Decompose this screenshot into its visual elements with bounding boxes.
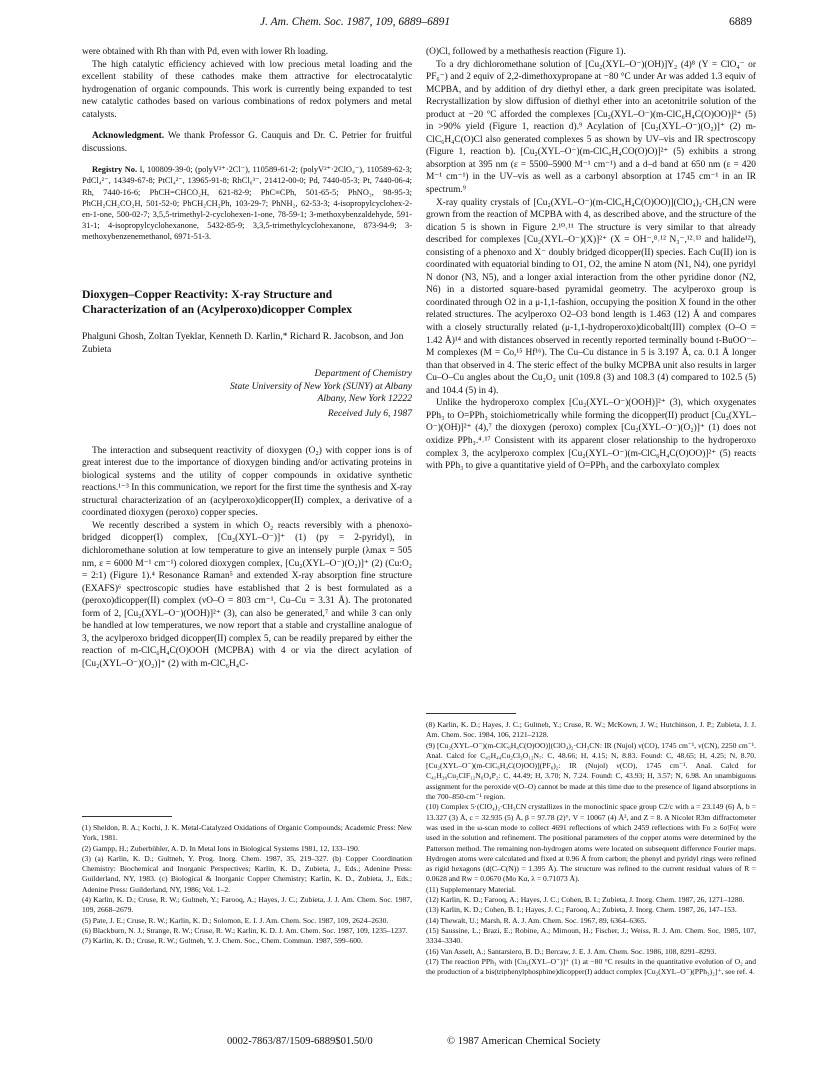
received-date: Received July 6, 1987 — [327, 408, 412, 419]
continuation-paragraph: were obtained with Rh than with Pd, even with lower Rh loading. — [82, 47, 329, 57]
footnote: (17) The reaction PPh₃ with [Cu₂(XYL–O⁻)]⁺ (1) at −80 °C results in the quantitative evolution of O₂ and the production of a bis(triphenylphosphine)dicopper(I) adduct complex [Cu₂(XYL–O⁻)(PPh₃)₂]⁺, see ref. 4. — [426, 956, 756, 977]
footnotes-right — [426, 713, 756, 977]
page-number: 6889 — [729, 16, 752, 28]
continuation-paragraph: The high catalytic efficiency achieved with low precious metal loading and the excellent stability of these cathodes make them attractive for electrocatalytic hydrogenation of organic compounds. This work is currently being expanded to test new catalytic cathodes based on various combinations of redox polymers and metal catalysts. — [82, 59, 412, 120]
left-column — [82, 46, 412, 670]
copyright-notice: © 1987 American Chemical Society — [447, 1036, 601, 1047]
footnote: (13) Karlin, K. D.; Cohen, B. I.; Hayes, J. C.; Farooq, A.; Zubieta, J. Inorg. Chem. 1987, 26, 147–153. — [426, 905, 737, 915]
footnote: (6) Blackburn, N. J.; Strange, R. W.; Cruse, R. W.; Karlin, K. D. J. Am. Chem. Soc. 1987, 109, 1235–1237. — [82, 925, 408, 935]
body-paragraph: The interaction and subsequent reactivity of dioxygen (O₂) with copper ions is of great interest due to the importance of dioxygen binding and/or activating proteins in biological systems and the utility of copper compounds in oxidative synthetic reactions.¹⁻³ In this communication, we report for the first time the synthesis and X-ray structural characterization of an (acylperoxo)dicopper(II) complex, a derivative of a coordinated dioxygen (peroxo) copper species. — [82, 445, 412, 519]
article-code: 0002-7863/87/1509-6889$01.50/0 — [227, 1036, 373, 1047]
footnotes-left — [82, 816, 412, 947]
footnote-rule — [426, 713, 516, 714]
article-affiliation — [82, 368, 412, 420]
footnote: (16) Van Asselt, A.; Santarsiero, B. D.; Bercaw, J. E. J. Am. Chem. Soc. 1986, 108, 8291–8293. — [426, 946, 717, 956]
article-title: Dioxygen–Copper Reactivity: X-ray Structure and Characterization of an (Acylperoxo)dicopper Complex — [82, 288, 353, 316]
affiliation-line: Department of Chemistry — [314, 368, 412, 380]
affiliation-line: State University of New York (SUNY) at Albany — [229, 380, 412, 392]
journal-citation: J. Am. Chem. Soc. 1987, 109, 6889–6891 — [260, 16, 451, 28]
body-paragraph: To a dry dichloromethane solution of [Cu₂(XYL–O⁻)(OH)]Y₂ (4)⁸ (Y = ClO₄⁻ or PF₆⁻) and 2 equiv of 2,2-dimethoxypropane at −80 °C under Ar was added 1.3 equiv of MCPBA, and by addition of dry diethyl ether, a dark green precipitate was isolated. Recrystallization by slow diffusion of diethyl ether into an acetonitrile solution of the product at −20 °C afforded the complexes [Cu₂(XYL–O⁻)(m-ClC₆H₄C(O)OO)]²⁺ (5) in >90% yield (Figure 1, reaction d).⁹ Acylation of [Cu₂(XYL–O⁻)(O₂)]⁺ (2) m-ClC₆H₄C(O)Cl also generated complexes 5 as shown by UV–vis and IR spectroscopy (Figure 1, reaction b). [Cu₂(XYL–O⁻)(m-ClC₆H₄CO(O)O)]²⁺ (5) exhibits a strong absorption at 395 nm (ε = 5500–5900 M⁻¹ cm⁻¹) and a d–d band at 650 nm (ε = 420 M⁻¹ cm⁻¹) in the UV–vis as well as a carbonyl absorption at 1745 cm⁻¹ in an IR spectrum.⁹ — [426, 59, 756, 196]
footnote: (15) Saussine, L.; Brazi, E.; Robine, A.; Mimoun, H.; Fischer, J.; Weiss, R. J. Am. Chem. Soc. 1985, 107, 3334–3340. — [426, 925, 756, 946]
footnote: (9) [Cu₂(XYL–O⁻)(m-ClC₆H₄C(O)OO)](ClO₄)₂·CH₃CN: IR (Nujol) ν(CO), 1745 cm⁻¹, ν(CN), 2250 cm⁻¹. Anal. Calcd for C₄₅H₄₄Cu₂Cl₃O₁₂N₇: C, 48.66; H, 4.15; N, 8.83. Found: C, 48.65; H, 4.25; N, 8.70. [Cu₂(XYL–O⁻)(m-ClC₆H₄C(O)OO)](PF₆)₂: IR (Nujol) ν(CO), 1745 cm⁻¹. Anal. Calcd for C₄₁H₃₉Cu₂ClF₁₂N₆O₄P₂: C, 44.49; H, 3.70; N, 7.24. Found: C, 43.93; H, 3.57; N, 6.98. An unambiguous assignment for the peroxide ν(O–O) cannot be made at this time due to the presence of ligand absorptions in the 700–850-cm⁻¹ region. — [426, 740, 756, 802]
footnote: (3) (a) Karlin, K. D.; Gultneh, Y. Prog. Inorg. Chem. 1987, 35, 219–327. (b) Copper Coordination Chemistry: Biochemical and Inorganic Perspectives; Karlin, K. D., Zubieta, J., Eds.; Adenine Press: Guilderland, NY, 1983. (c) Biological & Inorganic Copper Chemistry; Karlin, K. D., Zubieta, J., Eds.; Adenine Press: Guilderland, NY, 1986; Vol. 1–2. — [82, 853, 412, 894]
acknowledgment-text: We thank Professor G. Cauquis and Dr. C. Petrier for fruitful discussions. — [82, 131, 412, 154]
affiliation-line: Albany, New York 12222 — [317, 393, 412, 405]
article-authors: Phalguni Ghosh, Zoltan Tyeklar, Kenneth D. Karlin,* Richard R. Jacobson, and Jon Zubieta — [82, 331, 404, 355]
registry-heading: Registry No. — [92, 165, 138, 175]
body-paragraph: Unlike the hydroperoxo complex [Cu₂(XYL–O⁻)(OOH)]²⁺ (3), which oxygenates PPh₃ to O=PPh₃ stoichiometrically while forming the dicopper(II) product [Cu₂(XYL–O⁻)(OH)]²⁺ (4),⁷ the dioxygen (peroxo) complex [Cu₂(XYL–O⁻)(O₂)]⁺ (1) does not oxidize PPh₃.⁴˒¹⁷ Consistent with its apparent closer relationship to the hydroperoxo complex 3, the acylperoxo complex [Cu₂(XYL–O⁻)(m-ClC₆H₄C(O)OO)]²⁺ (5) reacts with PPh₃ to give a quantitative yield of O=PPh₃ and the carboxylato complex — [426, 398, 756, 472]
right-column — [426, 46, 756, 473]
footnote: (2) Gampp, H.; Zuberbühler, A. D. In Metal Ions in Biological Systems 1981, 12, 133–190. — [82, 843, 360, 853]
body-paragraph: We recently described a system in which O₂ reacts reversibly with a phenoxo-bridged dicopper(I) complex, [Cu₂(XYL–O⁻)]⁺ (1) (py = 2-pyridyl), in dichloromethane solution at low temperature to give an intensely purple (λmax = 505 nm, ε = 6000 M⁻¹ cm⁻¹) colored dioxygen complex, [Cu₂(XYL–O⁻)(O₂)]⁺ (2) (Cu:O₂ = 2:1) (Figure 1).⁴ Resonance Raman⁵ and extended X-ray absorption fine structure (EXAFS)⁶ spectroscopic studies have established that 2 is best formulated as a (peroxo)dicopper(II) complex (νO–O = 803 cm⁻¹, Cu–Cu = 3.31 Å). The protonated form of 2, [Cu₂(XYL–O⁻)(OOH)]²⁺ (3), can also be generated,⁷ and while 3 can only be handled at low temperatures, we now report that a stable and crystalline analogue of 3, the acylperoxo bridged dicopper(II) complex 5, can be readily prepared by either the reaction of m-ClC₆H₄C(O)OOH (MCPBA) with 4 or via the direct acylation of [Cu₂(XYL–O⁻)(O₂)]⁺ (2) with m-ClC₆H₄C- — [82, 520, 412, 669]
footnote: (4) Karlin, K. D.; Cruse, R. W.; Gultneh, Y.; Farooq, A.; Hayes, J. C.; Zubieta, J. J. Am. Chem. Soc. 1987, 109, 2668–2679. — [82, 895, 412, 915]
registry-text: I, 100809-39-0; (polyV²⁺·2Cl⁻), 110589-61-2; (polyV²⁺·2ClO₄⁻), 110589-62-3; PdCl₄²⁻, 14349-67-8; PtCl₄²⁻, 13965-91-8; RhCl₆³⁻, 21412-00-0; Pd, 7440-05-3; Pt, 7440-06-4; Rh, 7440-16-6; PhCH=CHCO₂H, 621-82-9; PhC≡CPh, 501-65-5; PhNO₂, 98-95-3; PhCH₂CH₂CO₂H, 501-52-0; PhCH₂CH₂Ph, 103-29-7; PhNH₂, 62-53-3; 4-isopropylcyclohex-2-en-1-one, 500-02-7; 3,5,5-trimethyl-2-cyclohexen-1-one, 78-59-1; 3-methoxybenzaldehyde, 591-31-1; 4-isopropylcyclohexanone, 5432-85-9; 3,3,5-trimethylcyclohexanone, 873-94-9; 3-methoxybenzenemethanol, 6971-51-3. — [82, 165, 412, 241]
registry-numbers — [82, 164, 412, 242]
footnote: (10) Complex 5·(ClO₄)₂·CH₃CN crystallizes in the monoclinic space group C2/c with a = 23.149 (6) Å, b = 13.327 (3) Å, c = 32.935 (5) Å, β = 97.78 (2)°, V = 10067 (4) Å³, and Z = 8. A Nicolet R3m diffractometer was used in the ω-scan mode to collect 4691 reflections of which 2459 reflections with Fo ≥ 6σ|Fo| were used in the solution and refinement. The positional parameters of the copper atoms were determined by the Patterson method. The remaining non-hydrogen atoms were located on subsequent difference Fourier maps. Hydrogen atoms were calculated and fixed at 0.96 Å from carbon; the phenyl and pyridyl rings were refined as rigid hexagons (d(C–C(N)) = 1.395 Å). The structure was refined to the current residual values of R = 0.0628 and Rw = 0.0670 (Mo Kα, λ = 0.71073 Å). — [426, 802, 756, 884]
acknowledgment-heading: Acknowledgment. — [92, 131, 165, 142]
acknowledgment — [82, 130, 412, 155]
footnote: (11) Supplementary Material. — [426, 884, 516, 894]
body-paragraph: (O)Cl, followed by a methathesis reaction (Figure 1). — [426, 47, 626, 57]
footnote-rule — [82, 816, 172, 817]
body-paragraph: X-ray quality crystals of [Cu₂(XYL–O⁻)(m-ClC₆H₄C(O)OO)](ClO₄)₂·CH₃CN were grown from the reaction of MCPBA with 4, as described above, and the structure of the dication 5 is shown in Figure 2.¹⁰˒¹¹ The structure is very similar to that already described for complexes [Cu₂(XYL–O⁻)(X)]²⁺ (X = OH⁻,⁸˒¹² N₃⁻,¹²˒¹³ and halide¹²), consisting of a phenoxo and X⁻ doubly bridged dicopper(II) species. Each Cu(II) ion is coordinated with equatorial binding to O1, O2, the amine N atom (N1, N4), one pyridyl N donor (N3, N5), and a longer axial interaction from the other pyridine donor (N2, N6) in a distorted square-based pyramidal geometry. The acylperoxo group is coordinated through O2 in a μ-1,1-fashion, occupying the position X found in the other related structures. The acylperoxo O2–O3 bond length is 1.463 (12) Å and compares with a closely structurally related (μ-1,1-hydroperoxo)dicobalt(III) complex (O–O = 1.42 Å)¹⁴ and with distances observed in recently reported terminally bound t-BuOO⁻–M complexes (M = Co,¹⁵ Hf¹⁶). The Cu–Cu distance in 5 is 3.197 Å, ca. 0.1 Å longer than that observed in 4. The steric effect of the bulky MCPBA unit also results in larger Cu–O–Cu angles about the Cu₂O₂ unit (109.8 (3) and 108.3 (4) compared to 102.5 (5) and 104.4 (5) in 4). — [426, 197, 756, 396]
footnote: (1) Sheldon, R. A.; Kochi, J. K. Metal-Catalyzed Oxidations of Organic Compounds; Academic Press: New York, 1981. — [82, 823, 412, 843]
footnote: (5) Pate, J. E.; Cruse, R. W.; Karlin, K. D.; Solomon, E. I. J. Am. Chem. Soc. 1987, 109, 2624–2630. — [82, 915, 389, 925]
footnote: (12) Karlin, K. D.; Farooq, A.; Hayes, J. C.; Cohen, B. I.; Zubieta, J. Inorg. Chem. 1987, 26, 1271–1280. — [426, 895, 745, 905]
footnote: (14) Thewalt, U.; Marsh, R. A. J. Am. Chem. Soc. 1967, 89, 6364–6365. — [426, 915, 647, 925]
running-header — [80, 16, 752, 32]
footnote: (8) Karlin, K. D.; Hayes, J. C.; Gultneh, Y.; Cruse, R. W.; McKown, J. W.; Hutchinson, J. P.; Zubieta, J. J. Am. Chem. Soc. 1984, 106, 2121–2128. — [426, 720, 756, 740]
footnote: (7) Karlin, K. D.; Cruse, R. W.; Gultneh, Y. J. Chem. Soc., Chem. Commun. 1987, 599–600. — [82, 936, 363, 946]
